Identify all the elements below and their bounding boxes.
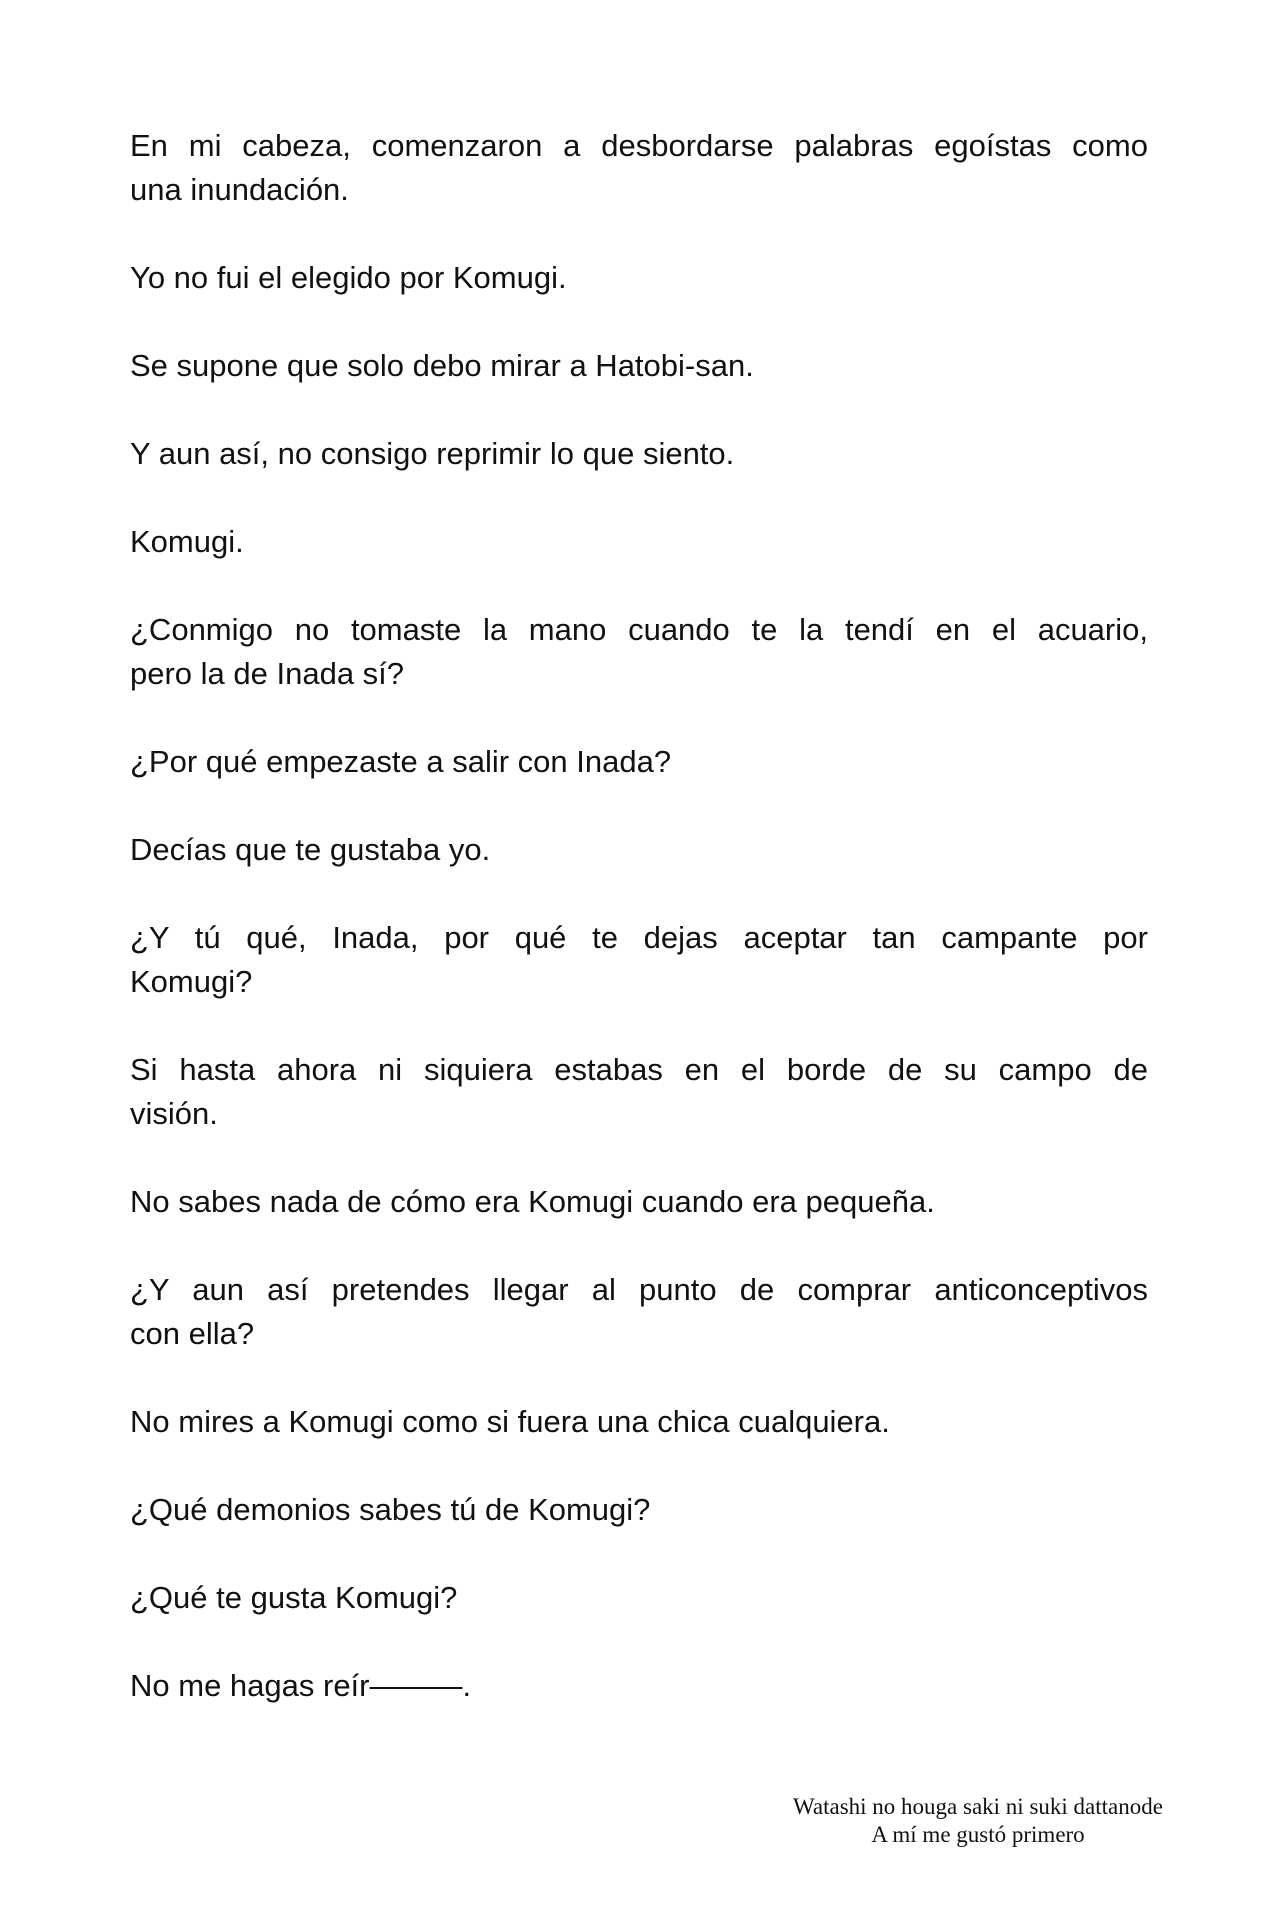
text-line: ¿Por qué empezaste a salir con Inada? <box>130 744 672 779</box>
page-footer <box>740 1793 1216 1849</box>
text-line: No mires a Komugi como si fuera una chica cualquiera. <box>130 1404 890 1439</box>
paragraph <box>130 1576 1148 1620</box>
paragraph <box>130 608 1148 696</box>
paragraph <box>130 1664 1148 1708</box>
paragraph <box>130 916 1148 1004</box>
text-line: pero la de Inada sí? <box>130 656 405 691</box>
text-line: Yo no fui el elegido por Komugi. <box>130 260 567 295</box>
text-line: ¿Conmigo no tomaste la mano cuando te la tendí en el acuario, <box>130 612 1148 647</box>
paragraph <box>130 124 1148 212</box>
text-line: ¿Y aun así pretendes llegar al punto de comprar anticonceptivos <box>130 1272 1148 1307</box>
body-text <box>130 124 1148 1752</box>
text-line: Si hasta ahora ni siquiera estabas en el borde de su campo de <box>130 1052 1148 1087</box>
footer-title-romaji: Watashi no houga saki ni suki dattanode <box>793 1794 1163 1819</box>
text-line: Komugi? <box>130 964 253 999</box>
text-line: visión. <box>130 1096 218 1131</box>
text-line: ¿Qué te gusta Komugi? <box>130 1580 458 1615</box>
text-line: ¿Y tú qué, Inada, por qué te dejas aceptar tan campante por <box>130 920 1148 955</box>
text-line: ¿Qué demonios sabes tú de Komugi? <box>130 1492 651 1527</box>
paragraph <box>130 828 1148 872</box>
text-line: Komugi. <box>130 524 244 559</box>
text-line: No sabes nada de cómo era Komugi cuando era pequeña. <box>130 1184 935 1219</box>
paragraph <box>130 1048 1148 1136</box>
paragraph <box>130 432 1148 476</box>
text-line: una inundación. <box>130 172 349 207</box>
paragraph <box>130 1488 1148 1532</box>
text-line: Decías que te gustaba yo. <box>130 832 491 867</box>
text-line: Se supone que solo debo mirar a Hatobi-san. <box>130 348 754 383</box>
text-line: En mi cabeza, comenzaron a desbordarse palabras egoístas como <box>130 128 1148 163</box>
paragraph <box>130 520 1148 564</box>
paragraph <box>130 344 1148 388</box>
paragraph <box>130 256 1148 300</box>
footer-title-spanish: A mí me gustó primero <box>871 1822 1085 1847</box>
text-line: con ella? <box>130 1316 255 1351</box>
paragraph <box>130 1268 1148 1356</box>
paragraph <box>130 1400 1148 1444</box>
paragraph <box>130 740 1148 784</box>
text-line: No me hagas reír———. <box>130 1668 472 1703</box>
text-line: Y aun así, no consigo reprimir lo que siento. <box>130 436 735 471</box>
paragraph <box>130 1180 1148 1224</box>
